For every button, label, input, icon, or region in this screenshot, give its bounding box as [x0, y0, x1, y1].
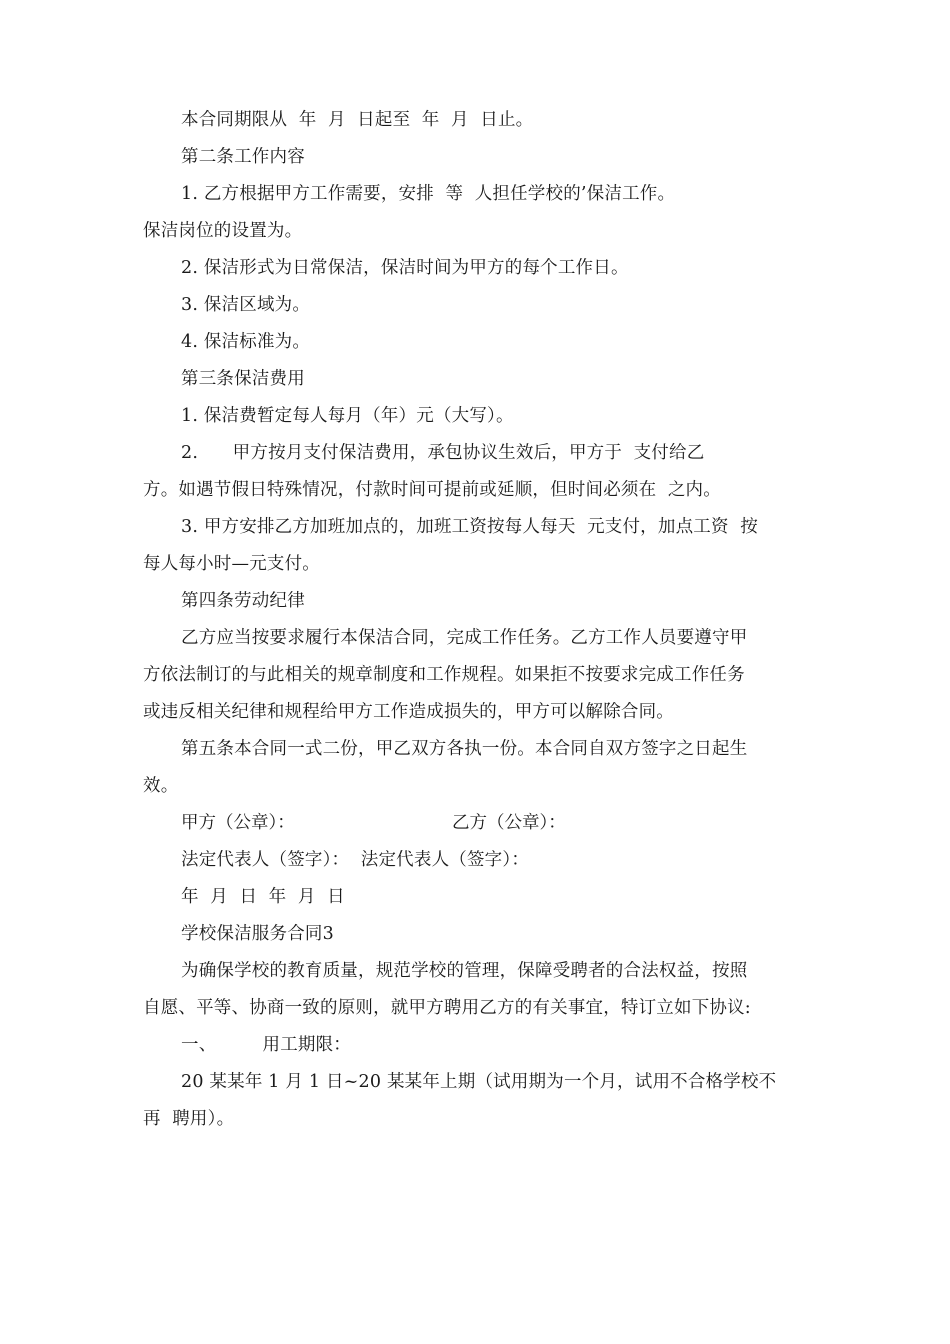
contract-3-section-1-heading: 一、 用工期限： [181, 1035, 352, 1055]
contract-3-term-line-2: 再 聘用）。 [143, 1109, 235, 1129]
article-3-heading: 第三条保洁费用 [181, 369, 305, 389]
article-3-item-3: 3. 甲方安排乙方加班加点的，加班工资按每人每天 元支付，加点工资 按 [181, 517, 758, 537]
article-2-item-1-cont: 保洁岗位的设置为。 [143, 221, 303, 241]
article-5-paragraph-line-2: 效。 [143, 776, 179, 796]
article-3-item-3-cont: 每人每小时—元支付。 [143, 554, 320, 574]
article-4-paragraph-line-1: 乙方应当按要求履行本保洁合同，完成工作任务。乙方工作人员要遵守甲 [181, 628, 748, 648]
contract-3-title: 学校保洁服务合同3 [181, 924, 334, 944]
contract-term-line: 本合同期限从 年 月 日起至 年 月 日止。 [181, 110, 534, 130]
article-3-item-1: 1. 保洁费暂定每人每月（年）元（大写）。 [181, 406, 514, 426]
contract-3-preamble-line-2: 自愿、平等、协商一致的原则，就甲方聘用乙方的有关事宜，特订立如下协议: [143, 998, 751, 1018]
article-4-heading: 第四条劳动纪律 [181, 591, 305, 611]
party-a-seal-label: 甲方（公章）： [181, 813, 295, 833]
contract-3-preamble-line-1: 为确保学校的教育质量，规范学校的管理，保障受聘者的合法权益，按照 [181, 961, 748, 981]
article-2-item-2: 2. 保洁形式为日常保洁，保洁时间为甲方的每个工作日。 [181, 258, 629, 278]
party-b-seal-label: 乙方（公章）： [452, 813, 566, 833]
article-2-heading: 第二条工作内容 [181, 147, 305, 167]
legal-representative-signature-line: 法定代表人（签字）： 法定代表人（签字）： [181, 850, 530, 870]
contract-3-term-line-1: 20 某某年 1 月 1 日~20 某某年上期（试用期为一个月，试用不合格学校不 [181, 1072, 777, 1092]
article-5-paragraph-line-1: 第五条本合同一式二份，甲乙双方各执一份。本合同自双方签字之日起生 [181, 739, 748, 759]
article-2-item-3: 3. 保洁区域为。 [181, 295, 311, 315]
article-3-item-2-cont: 方。如遇节假日特殊情况，付款时间可提前或延顺，但时间必须在 之内。 [143, 480, 721, 500]
article-2-item-4: 4. 保洁标准为。 [181, 332, 311, 352]
article-3-item-2: 2. 甲方按月支付保洁费用，承包协议生效后，甲方于 支付给乙 [181, 443, 705, 463]
article-2-item-1: 1. 乙方根据甲方工作需要，安排 等 人担任学校的’保洁工作。 [181, 184, 676, 204]
article-4-paragraph-line-3: 或违反相关纪律和规程给甲方工作造成损失的，甲方可以解除合同。 [143, 702, 674, 722]
signature-date-line: 年 月 日 年 月 日 [181, 887, 345, 907]
article-4-paragraph-line-2: 方依法制订的与此相关的规章制度和工作规程。如果拒不按要求完成工作任务 [143, 665, 745, 685]
